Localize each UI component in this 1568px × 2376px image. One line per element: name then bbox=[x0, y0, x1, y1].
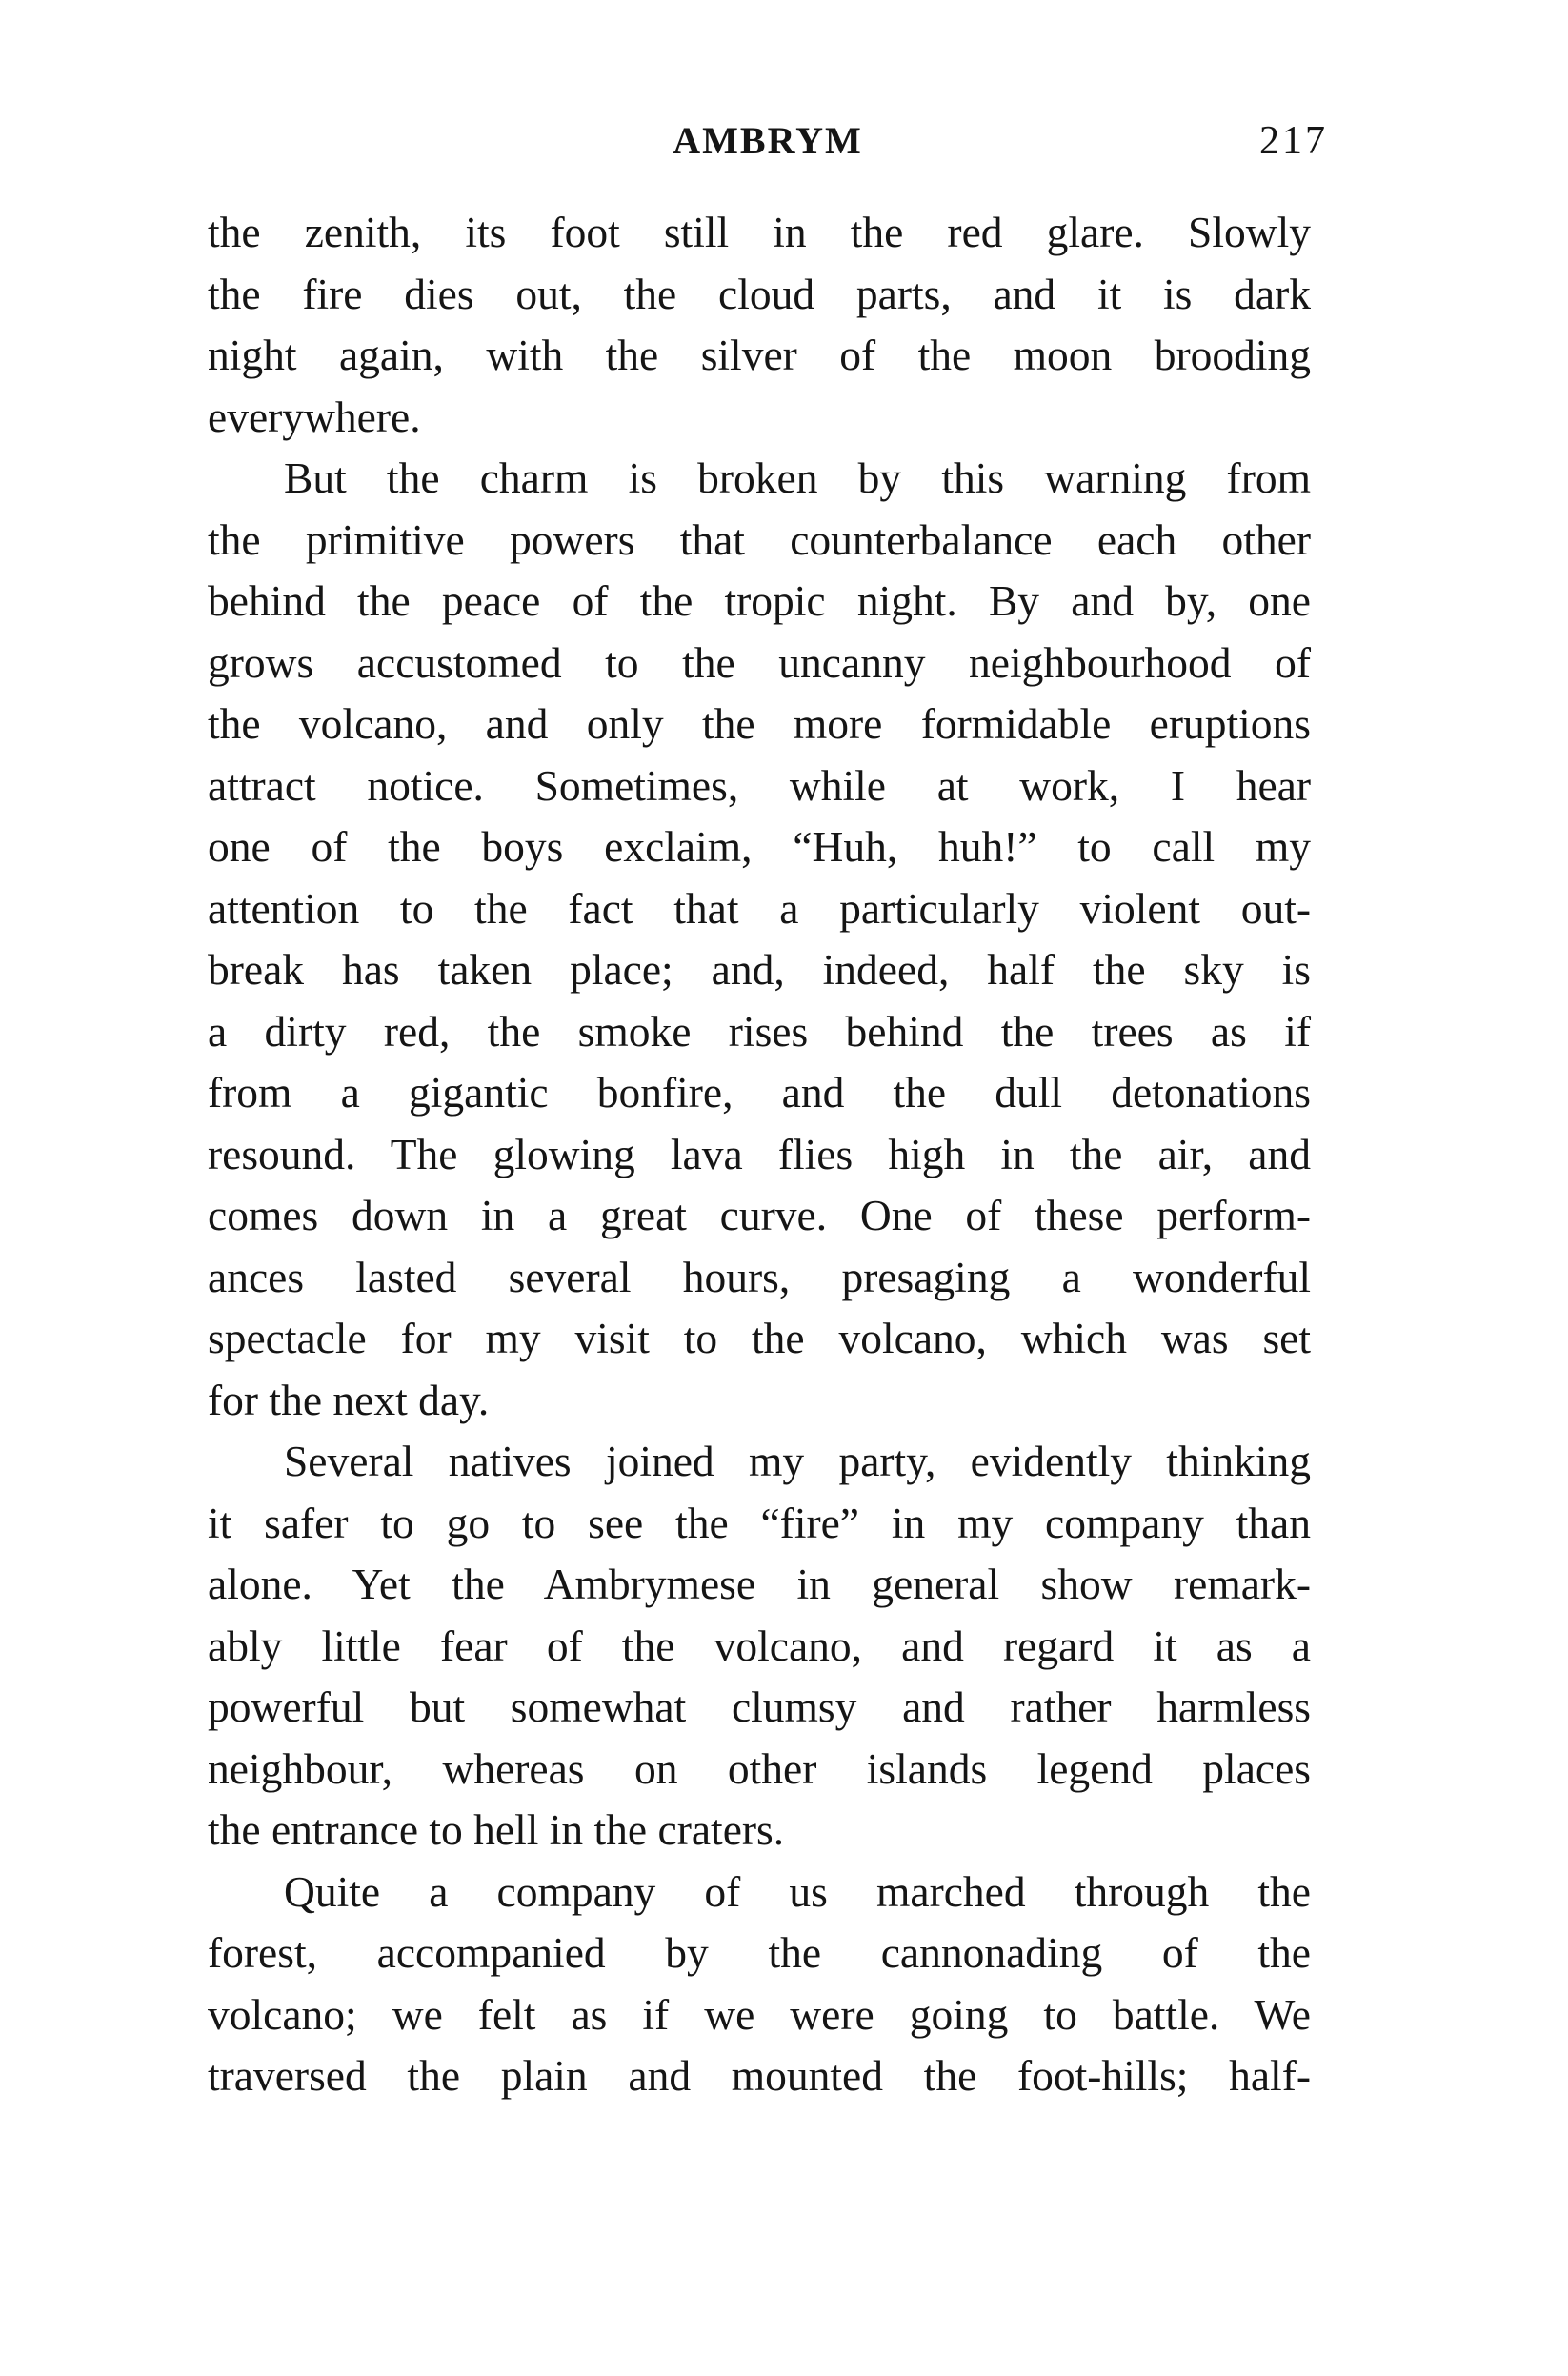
text-line: the fire dies out, the cloud parts, and it is dark bbox=[208, 269, 1311, 318]
text-line: ably little fear of the volcano, and regard it as a bbox=[208, 1621, 1311, 1670]
text-line: night again, with the silver of the moon brooding bbox=[208, 331, 1311, 379]
text-line: behind the peace of the tropic night. By and by, one bbox=[208, 576, 1311, 625]
text-line: resound. The glowing lava flies high in the air, and bbox=[208, 1129, 1311, 1178]
text-line: it safer to go to see the “fire” in my company than bbox=[208, 1498, 1311, 1547]
page-number: 217 bbox=[1259, 119, 1328, 163]
text-line: Quite a company of us marched through the bbox=[284, 1866, 1311, 1916]
text-line: comes down in a great curve. One of these perform- bbox=[208, 1191, 1311, 1239]
text-line: everywhere. bbox=[208, 392, 421, 441]
text-line: the zenith, its foot still in the red glare. Slowly bbox=[208, 208, 1311, 256]
text-line: powerful but somewhat clumsy and rather harmless bbox=[208, 1682, 1311, 1731]
paragraph bbox=[208, 448, 1311, 1431]
text-line: Several natives joined my party, evidently thinking bbox=[284, 1437, 1311, 1485]
text-line: break has taken place; and, indeed, half the sky is bbox=[208, 945, 1311, 994]
text-line: one of the boys exclaim, “Huh, huh!” to call my bbox=[208, 822, 1311, 871]
paragraph-continued bbox=[208, 202, 1311, 448]
text-line: ances lasted several hours, presaging a wonderful bbox=[208, 1252, 1311, 1301]
paragraph bbox=[208, 1862, 1311, 2107]
text-line: attention to the fact that a particularly violent out- bbox=[208, 883, 1311, 933]
text-line: neighbour, whereas on other islands legend places bbox=[208, 1743, 1311, 1793]
text-line: from a gigantic bonfire, and the dull detonations bbox=[208, 1068, 1311, 1117]
text-line: attract notice. Sometimes, while at work, I hear bbox=[208, 760, 1311, 810]
text-line: a dirty red, the smoke rises behind the trees as if bbox=[208, 1006, 1311, 1056]
running-head bbox=[208, 118, 1328, 175]
text-column bbox=[208, 202, 1311, 2107]
text-line: the primitive powers that counterbalance each other bbox=[208, 514, 1311, 564]
text-line: volcano; we felt as if we were going to battle. We bbox=[208, 1989, 1311, 2039]
text-line: But the charm is broken by this warning from bbox=[284, 453, 1311, 502]
text-line: traversed the plain and mounted the foot-hills; half- bbox=[208, 2051, 1311, 2100]
text-line: grows accustomed to the uncanny neighbourhood of bbox=[208, 637, 1311, 687]
text-line: forest, accompanied by the cannonading of the bbox=[208, 1928, 1311, 1977]
text-line: spectacle for my visit to the volcano, which was set bbox=[208, 1314, 1311, 1362]
text-line: the volcano, and only the more formidable eruptions bbox=[208, 699, 1311, 748]
running-title: AMBRYM bbox=[673, 119, 863, 162]
paragraph bbox=[208, 1431, 1311, 1862]
text-line: alone. Yet the Ambrymese in general show remark- bbox=[208, 1560, 1311, 1608]
text-line: for the next day. bbox=[208, 1375, 490, 1424]
text-line: the entrance to hell in the craters. bbox=[208, 1805, 785, 1854]
